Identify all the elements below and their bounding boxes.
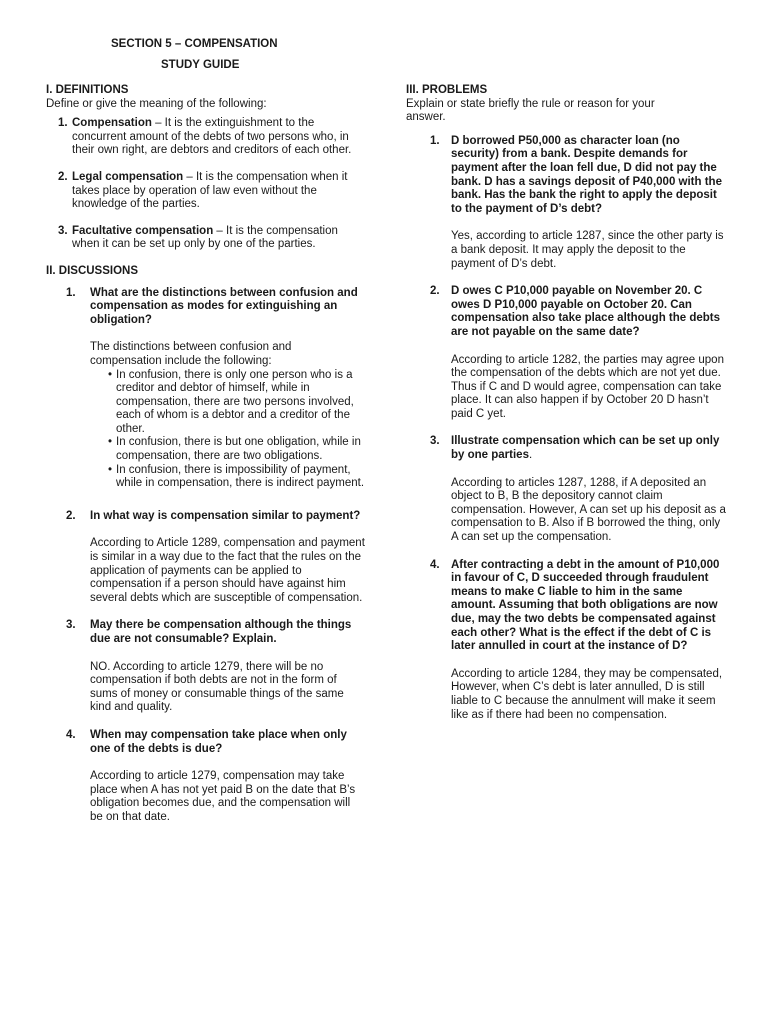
definition-number: 2. bbox=[58, 170, 68, 183]
problems-instruction: Explain or state briefly the rule or reason for your answer. bbox=[406, 97, 655, 124]
problem-item bbox=[406, 559, 726, 723]
discussion-answer: The distinctions between confusion and compensation include the following: bbox=[90, 341, 292, 367]
definition-item bbox=[46, 225, 366, 252]
definition-term: Facultative compensation bbox=[72, 224, 214, 237]
problem-question-period: . bbox=[528, 449, 533, 462]
problem-item bbox=[406, 285, 726, 421]
definitions-instruction: Define or give the meaning of the following: bbox=[46, 97, 267, 110]
distinction-item: • In confusion, there is only one person who is a creditor and debtor of himself, while in compensation, there are two persons involved, each of whom is a debtor and a creditor of the other. bbox=[108, 369, 366, 437]
discussion-number: 1. bbox=[66, 286, 76, 299]
discussion-number: 3. bbox=[66, 619, 76, 632]
discussion-question: When may compensation take place when only one of the debts is due? bbox=[90, 728, 347, 755]
problem-question: D owes C P10,000 payable on November 20. C owes D P10,000 payable on October 20. Can compensation also take place although the debts are not payable on the same date? bbox=[451, 285, 721, 338]
discussion-question: May there be compensation although the things due are not consumable? Explain. bbox=[90, 619, 352, 645]
distinction-item: • In confusion, there is but one obligation, while in compensation, there are two obligations. bbox=[108, 436, 366, 463]
problem-answer: According to article 1282, the parties may agree upon the compensation of the debts which are not yet due. Thus if C and D would agree, compensation can take place. It can also happen if by October 20 D hasn’t paid C yet. bbox=[451, 353, 724, 420]
distinction-item: • In confusion, there is impossibility of payment, while in compensation, there is indirect payment. bbox=[108, 464, 366, 491]
discussion-question: What are the distinctions between confusion and compensation as modes for extinguishing an obligation? bbox=[90, 286, 358, 326]
problem-question-wrap bbox=[451, 435, 726, 462]
problem-question: Illustrate compensation which can be set up only by one parties bbox=[451, 435, 720, 462]
right-column bbox=[406, 84, 726, 722]
definition-number: 1. bbox=[58, 117, 68, 130]
definition-item bbox=[46, 117, 366, 158]
problem-question: D borrowed P50,000 as character loan (no security) from a bank. Despite demands for payment after the loan fell due, D did not pay the bank. D has a savings deposit of P40,000 with the bank. Has the bank the right to apply the deposit to the payment of D’s debt? bbox=[451, 134, 722, 215]
left-column bbox=[46, 84, 366, 825]
definitions-heading: I. DEFINITIONS bbox=[46, 84, 129, 96]
problem-number: 1. bbox=[430, 134, 440, 147]
definitions-list bbox=[46, 117, 366, 252]
problem-question: After contracting a debt in the amount of P10,000 in favour of C, D succeeded through fraudulent means to make C liable to him in the same amount. Assuming that both obligations are now due, may the two debts be compensated against each other? What is the effect if the debt of C is later annulled in court at the instance of D? bbox=[451, 558, 720, 653]
problem-number: 4. bbox=[430, 558, 440, 571]
definition-item bbox=[46, 171, 366, 212]
discussion-number: 2. bbox=[66, 509, 76, 522]
discussions-heading: II. DISCUSSIONS bbox=[46, 264, 139, 277]
problem-item bbox=[406, 435, 726, 544]
discussion-item bbox=[46, 510, 366, 606]
discussion-item bbox=[46, 729, 366, 825]
section-title: SECTION 5 – COMPENSATION bbox=[111, 38, 278, 50]
study-guide-subtitle: STUDY GUIDE bbox=[161, 59, 240, 71]
definition-text: – It is the compensation when it takes place by operation of law even without the knowledge of the parties. bbox=[72, 170, 348, 211]
problem-number: 3. bbox=[430, 435, 440, 448]
discussion-item bbox=[46, 619, 366, 715]
distinction-list bbox=[90, 369, 366, 491]
discussion-number: 4. bbox=[66, 728, 76, 741]
discussion-question: In what way is compensation similar to payment? bbox=[90, 509, 361, 522]
problem-answer: According to articles 1287, 1288, if A deposited an object to B, B the depository cannot claim compensation. However, A can set up his deposit as a compensation to B. Also if B borrowed the thing, only A can set up the compensation. bbox=[451, 476, 726, 544]
problem-answer: According to article 1284, they may be compensated, However, when C’s debt is later annulled, D is still liable to C because the annulment will make it seem like as if there had been no compensation. bbox=[451, 667, 723, 721]
problem-number: 2. bbox=[430, 285, 440, 298]
problems-heading: III. PROBLEMS bbox=[406, 84, 488, 96]
definition-term: Compensation bbox=[72, 117, 152, 130]
definition-number: 3. bbox=[58, 224, 68, 237]
discussion-answer: According to article 1279, compensation may take place when A has not yet paid B on the date that B’s obligation becomes due, and the compensation will be on that date. bbox=[90, 770, 356, 823]
problem-answer: Yes, according to article 1287, since the other party is a bank deposit. It may apply the deposit to the payment of D’s debt. bbox=[451, 230, 724, 270]
discussion-answer: NO. According to article 1279, there will be no compensation if both debts are not in the form of sums of money or consumable things of the same kind and quality. bbox=[90, 660, 344, 714]
definition-term: Legal compensation bbox=[72, 170, 184, 183]
discussion-answer: According to Article 1289, compensation and payment is similar in a way due to the fact that the rules on the application of payments can be applied to compensation if a person should have against him several debts which are susceptible of compensation. bbox=[90, 537, 365, 604]
definition-text: – It is the extinguishment to the concurrent amount of the debts of two persons who, in their own right, are debtors and creditors of each other. bbox=[72, 117, 352, 157]
definition-text: – It is the compensation when it can be set up only by one of the parties. bbox=[72, 224, 338, 251]
discussion-item bbox=[46, 287, 366, 491]
problem-item bbox=[406, 135, 726, 271]
